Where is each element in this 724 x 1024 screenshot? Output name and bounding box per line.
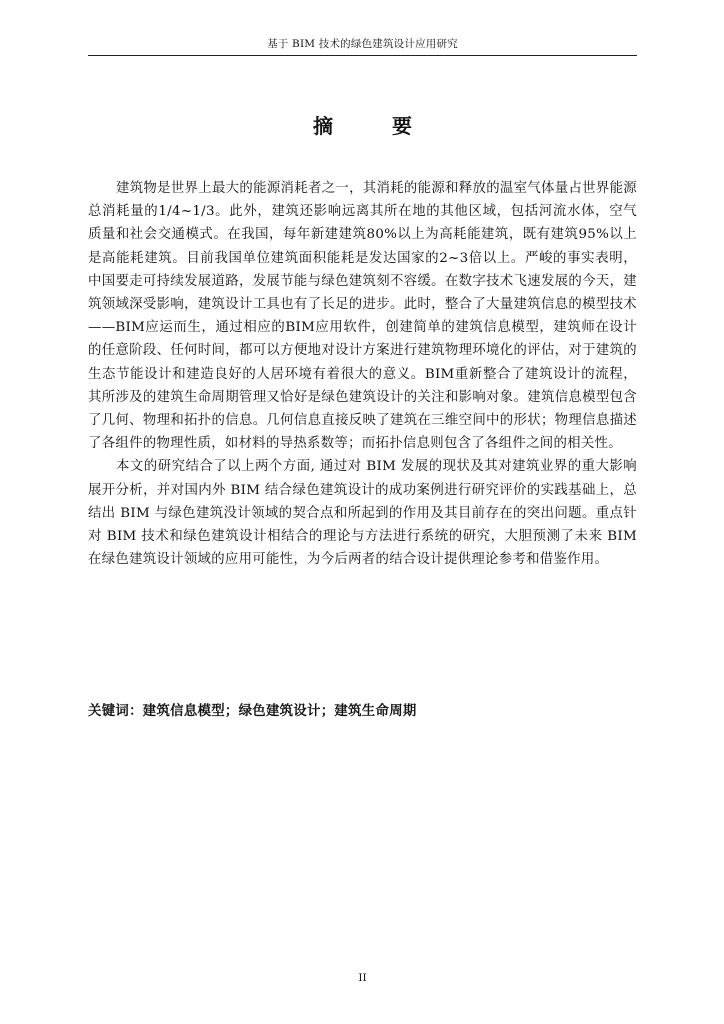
abstract-paragraph-2: 本文的研究结合了以上两个方面, 通过对 BIM 发展的现状及其对建筑业界的重大影响展开分析，并对国内外 BIM 结合绿色建筑设计的成功案例进行研究评价的实践基础上，总结出 BIM 与绿色建筑没计领域的契合点和所起到的作用及其目前存在的突出问题。重点针对 BIM 技术和绿色建筑设计相结合的理论与方法进行系统的研究，大胆预测了未来 BIM 在绿色建筑设计领域的应用可能性，为今后两者的结合设计提供理论参考和借鉴作用。 <box>88 459 637 568</box>
abstract-body <box>88 177 637 571</box>
page-number: II <box>358 972 367 984</box>
keywords-line: 关键词：建筑信息模型；绿色建筑设计；建筑生命周期 <box>88 704 417 719</box>
abstract-paragraph-1: 建筑物是世界上最大的能源消耗者之一，其消耗的能源和释放的温室气体量占世界能源总消耗量的1/4~1/3。此外，建筑还影响远离其所在地的其他区域，包括河流水体，空气质量和社会交通模式。在我国，每年新建建筑80%以上为高耗能建筑，既有建筑95%以上是高能耗建筑。目前我国单位建筑面积能耗是发达国家的2~3倍以上。严峻的事实表明，中国要走可持续发展道路，发展节能与绿色建筑刻不容缓。在数字技术飞速发展的今天，建筑领域深受影响，建筑设计工具也有了长足的进步。此时，整合了大量建筑信息的模型技术——BIM应运而生，通过相应的BIM应用软件，创建简单的建筑信息模型，建筑师在设计的任意阶段、任何时间，都可以方便地对设计方案进行建筑物理环境化的评估，对于建筑的生态节能设计和建造良好的人居环境有着很大的意义。BIM重新整合了建筑设计的流程，其所涉及的建筑生命周期管理又恰好是绿色建筑设计的关注和影响对象。建筑信息模型包含了几何、物理和拓扑的信息。几何信息直接反映了建筑在三维空间中的形状；物理信息描述了各组件的物理性质，如材料的导热系数等；而拓扑信息则包含了各组件之间的相关性。 <box>88 181 637 452</box>
running-header: 基于 BIM 技术的绿色建筑设计应用研究 <box>267 38 458 50</box>
header-divider <box>88 55 637 56</box>
abstract-title: 摘 要 <box>313 114 438 138</box>
